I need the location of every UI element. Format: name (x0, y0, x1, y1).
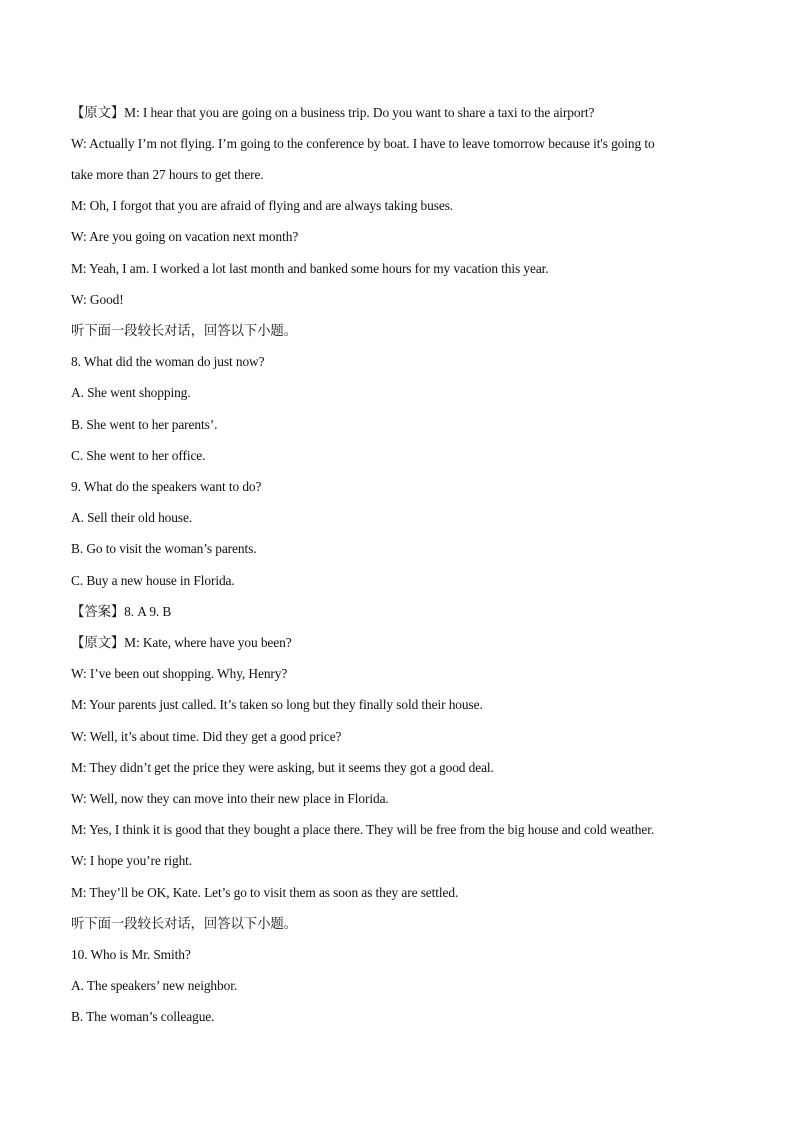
transcript-line: W: Actually I’m not flying. I’m going to the conference by boat. I have to leave tomorrow because it's going to (71, 136, 655, 151)
section-instruction: 听下面一段较长对话，回答以下小题。 (71, 323, 297, 338)
transcript-line: W: Good! (71, 292, 124, 307)
question: 10. Who is Mr. Smith? (71, 947, 191, 962)
question: 9. What do the speakers want to do? (71, 479, 262, 494)
transcript-line: W: Are you going on vacation next month? (71, 229, 299, 244)
transcript-line: 【原文】M: I hear that you are going on a business trip. Do you want to share a taxi to the airport? (71, 105, 595, 120)
answer-option: C. She went to her office. (71, 448, 206, 463)
transcript-line: M: Yeah, I am. I worked a lot last month and banked some hours for my vacation this year. (71, 261, 549, 276)
section-instruction: 听下面一段较长对话，回答以下小题。 (71, 916, 297, 931)
transcript-line: M: Your parents just called. It’s taken so long but they finally sold their house. (71, 697, 483, 712)
transcript-line: M: Oh, I forgot that you are afraid of flying and are always taking buses. (71, 198, 454, 213)
answer-option: C. Buy a new house in Florida. (71, 573, 235, 588)
transcript-line: W: Well, it’s about time. Did they get a good price? (71, 729, 342, 744)
answer-key: 【答案】8. A 9. B (71, 604, 172, 619)
transcript-line: take more than 27 hours to get there. (71, 167, 264, 182)
transcript-line: 【原文】M: Kate, where have you been? (71, 635, 292, 650)
question: 8. What did the woman do just now? (71, 354, 265, 369)
transcript-line: W: I hope you’re right. (71, 853, 193, 868)
answer-option: A. Sell their old house. (71, 510, 193, 525)
answer-option: A. She went shopping. (71, 385, 191, 400)
transcript-line: M: Yes, I think it is good that they bought a place there. They will be free from the big house and cold weather. (71, 822, 655, 837)
transcript-line: M: They’ll be OK, Kate. Let’s go to visit them as soon as they are settled. (71, 885, 459, 900)
answer-option: A. The speakers’ new neighbor. (71, 978, 238, 993)
transcript-line: W: Well, now they can move into their new place in Florida. (71, 791, 389, 806)
answer-option: B. The woman’s colleague. (71, 1009, 215, 1024)
answer-option: B. Go to visit the woman’s parents. (71, 541, 257, 556)
transcript-line: W: I’ve been out shopping. Why, Henry? (71, 666, 288, 681)
transcript-line: M: They didn’t get the price they were asking, but it seems they got a good deal. (71, 760, 494, 775)
answer-option: B. She went to her parents’. (71, 417, 218, 432)
